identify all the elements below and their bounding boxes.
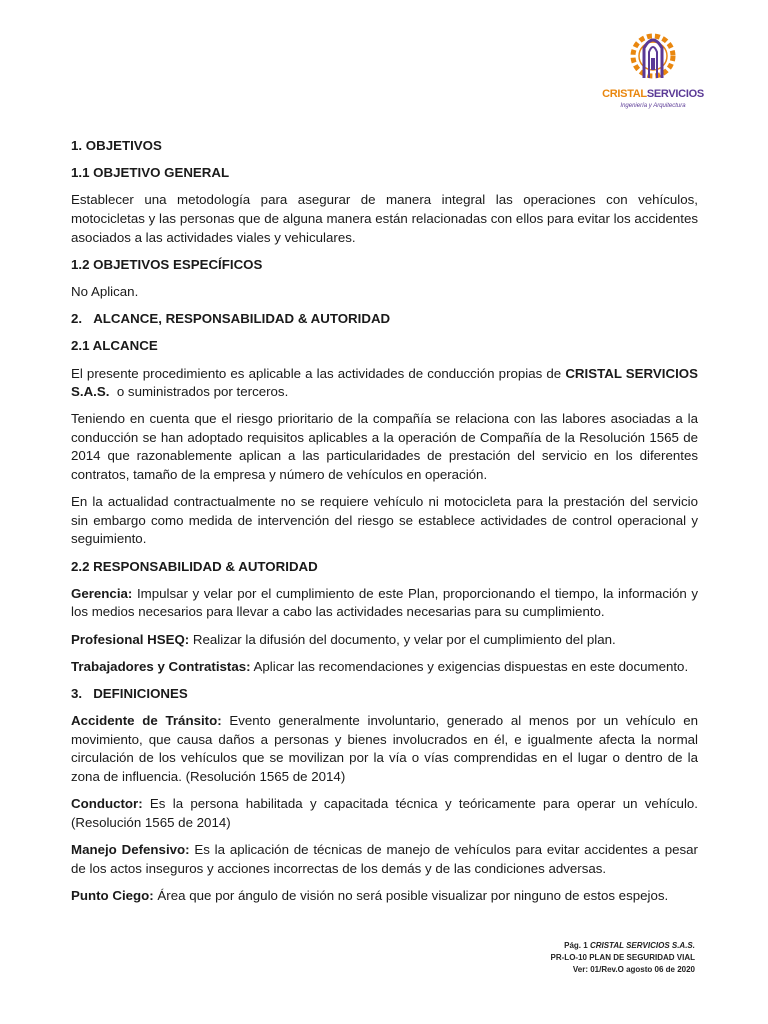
definition-term: Punto Ciego: [71, 887, 154, 903]
definition-term: Accidente de Tránsito: [71, 713, 222, 729]
logo-name-part2: SERVICIOS [646, 88, 704, 100]
section-1-1-heading: 1.1 OBJETIVO GENERAL [71, 165, 230, 181]
section-2-1-paragraph-2: Teniendo en cuenta que el riesgo prioritario de la compañía se relaciona con las labores asociadas a la conducción se han adoptado requisitos aplicables a la operación de Compañía de la Resolución 1565 de 2014 que razonablemente aplican a las particularidades de prestación del servicio en los diferentes contratos, tamaño de la empresa y número de vehículos en operación. [71, 411, 698, 483]
section-3-heading [71, 685, 698, 704]
role-paragraph [71, 585, 698, 622]
definition-text: Área que por ángulo de visión no será posible visualizar por ninguno de estos espejos. [153, 887, 669, 903]
section-1-1-text: Establecer una metodología para asegurar de manera integral las operaciones con vehículos, motocicletas y las personas que de alguna manera están relacionadas con ellos para evitar los accidentes asociados a las actividades viales y vehiculares. [71, 192, 698, 245]
footer-company: CRISTAL SERVICIOS S.A.S. [589, 941, 695, 950]
section-2-1-paragraph-1 [71, 365, 698, 402]
definition-paragraph [71, 795, 698, 832]
footer-doc-code: PR-LO-10 PLAN DE SEGURIDAD VIAL [550, 953, 695, 962]
alcance-text-start: El presente procedimiento es aplicable a las actividades de conducción propias de [71, 365, 566, 381]
section-1-2-heading: 1.2 OBJETIVOS ESPECÍFICOS [71, 256, 263, 272]
definition-term: Manejo Defensivo: [71, 841, 190, 857]
section-3-number: 3. [71, 685, 83, 701]
section-2-2-heading: 2.2 RESPONSABILIDAD & AUTORIDAD [71, 558, 318, 574]
section-1-heading: 1. OBJETIVOS [71, 138, 162, 153]
role-term: Profesional HSEQ: [71, 631, 190, 647]
role-paragraph [71, 658, 698, 677]
definition-paragraph [71, 841, 698, 878]
section-2-number: 2. [71, 311, 83, 327]
section-1-2-text: No Aplican. [71, 283, 139, 299]
alcance-text-end: o suministrados por terceros. [109, 384, 289, 400]
definition-paragraph [71, 712, 698, 786]
role-text: Aplicar las recomendaciones y exigencias dispuestas en este documento. [250, 658, 689, 674]
company-name: CRISTAL SERVICIOS S.A.S. [71, 365, 698, 400]
section-3-title: DEFINICIONES [93, 685, 188, 701]
logo-name-part1: CRISTAL [602, 88, 647, 100]
definition-text: Evento generalmente involuntario, generado al menos por un vehículo en movimiento, que causa daños a personas y bienes involucrados en él, e igualmente afecta la normal circulación de los vehículos que se movilizan por la vía o vías comprendidas en el lugar o dentro de la zona de influencia. (Resolución 1565 de 2014) [71, 713, 698, 784]
footer-page-number: Pág. 1 [564, 941, 588, 950]
definition-term: Conductor: [71, 796, 143, 812]
section-2-1-paragraph-3: En la actualidad contractualmente no se requiere vehículo ni motocicleta para la prestación del servicio sin embargo como medida de intervención del riesgo se establece actividades de control operacional y seguimiento. [71, 494, 698, 547]
page-footer [551, 940, 695, 976]
document-body [71, 137, 698, 914]
company-logo [600, 28, 706, 122]
definition-text: Es la persona habilitada y capacitada técnica y teóricamente para operar un vehículo. (Resolución 1565 de 2014) [71, 796, 698, 830]
gear-building-icon [630, 28, 676, 88]
logo-wordmark [600, 88, 706, 100]
role-term: Gerencia: [71, 585, 133, 601]
footer-version: Ver: 01/Rev.O agosto 06 de 2020 [572, 965, 695, 974]
role-paragraph [71, 631, 698, 650]
definition-text: Es la aplicación de técnicas de manejo de vehículos para evitar accidentes a pesar de los actos inseguros y acciones incorrectas de los demás y de las condiciones adversas. [71, 841, 698, 876]
definition-paragraph [71, 887, 698, 906]
section-2-1-heading: 2.1 ALCANCE [71, 338, 158, 354]
section-2-heading [71, 310, 698, 329]
logo-tagline: Ingeniería y Arquitectura [620, 103, 686, 109]
role-text: Impulsar y velar por el cumplimiento de este Plan, proporcionando el tiempo, la información y los medios necesarios para llevar a cabo las actividades necesarias para su cumplimiento. [71, 585, 698, 620]
role-text: Realizar la difusión del documento, y velar por el cumplimiento del plan. [189, 631, 616, 647]
section-2-title: ALCANCE, RESPONSABILIDAD & AUTORIDAD [93, 311, 391, 327]
footer-page-line [551, 940, 695, 952]
role-term: Trabajadores y Contratistas: [71, 658, 251, 674]
